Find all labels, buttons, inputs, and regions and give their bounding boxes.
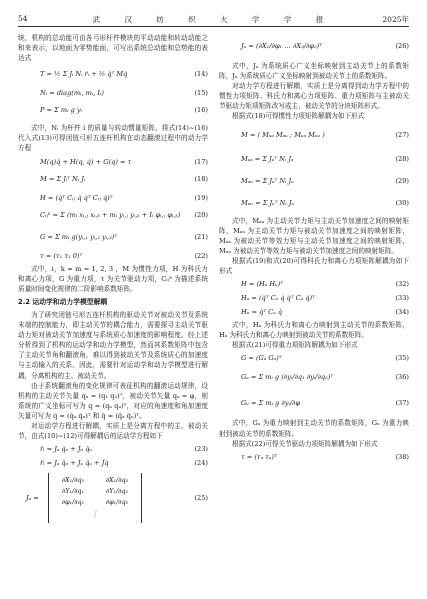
equation-30: Mᵤᵤ = Σ Jᵤᵀ Nᵢ Jᵤ (30) (241, 198, 409, 207)
equation-20: Cᵢⱼᵏ = Σ (mᵢ xᵢ,ⱼ xᵢ,ₖ + mᵢ yᵢ,ⱼ yᵢ,ₖ + Iᵢ φᵢ,ⱼ φᵢ,ₖ) (20) (40, 210, 208, 219)
right-column (219, 33, 409, 465)
paragraph: 为了研究闭链弓形五连杆机构的驱动关节对被动关节及系统末端的控制能力，即主动关节的耦合能力，需要探寻主动关节驱动力矩对被动关节加速度与系统质心加速度的影响程度。经上述分析得到了机构的运动学和动力学模型，然而其系数矩阵中包含了主动关节角和翻滚角，难以得到被动关节及系统质心的加速度与主动输入的关系。因此，需要针对运动学和动力学模型进行解耦，分离机构的主、被动关节。 (18, 310, 208, 380)
equation-24: r̈ᵢ = Jₐ q̈ₐ + Jᵤ q̈ᵤ + J̇q̇ (24) (40, 459, 208, 468)
equation-16: P = Σ mᵢ g yᵢ (16) (40, 106, 208, 115)
paragraph: 式中，Mₐₐ 为主动关节力矩与主动关节加速度之间的映射矩阵，Mₐᵤ 为主动关节力矩与被动关节加速度之间的映射矩阵，Mᵤₐ 为被动关节等效力矩与主动关节加速度之间的映射矩阵，Mᵤᵤ 为被动关节等效力矩与被动关节加速度之间的映射矩阵。 (219, 216, 409, 255)
equation-28: Mₐₐ = Σ Jₐᵀ Nᵢ Jₐ (28) (241, 154, 409, 163)
equation-35: G = (Gₐ Gᵤ)ᵀ (35) (241, 354, 409, 363)
equation-38: τ = (τₐ τᵤ)ᵀ (38) (241, 452, 409, 461)
paragraph: 统，机构的总动能可由各弓形杆件模块的平动动能和转动动能之和来表示，以地面为零势能面，可写出系统总动能和总势能的表达式 (18, 34, 208, 63)
equation-22: τ = (τ₁ τ₂ 0)ᵀ (22) (40, 251, 208, 260)
paragraph: 根据式(21)可得重力项矩阵解耦为如下形式 (232, 341, 358, 350)
equation-17: M(q)q̈ + H(q, q̇) + G(q) = τ (17) (40, 157, 208, 166)
equation-37: Gᵤ = Σ mᵢ g ∂yᵢ/∂φ (37) (241, 399, 409, 408)
paragraph: 根据式(18)可得惯性力项矩阵解耦为如下形式 (232, 112, 365, 121)
paragraph: 对动力学方程进行解耦，实质上是分离得到动力学方程中的惯性力项矩阵、科氏力和离心力项矩阵、重力项矩阵与主被动关节驱动力矩项矩阵改写成主、被动关节的分块矩阵形式。 (219, 82, 409, 111)
equation-21: G = Σ mᵢ g(yᵢ,₁ yᵢ,₂ yᵢ,₃)ᵀ (21) (40, 232, 208, 241)
equation-14: T = ½ Σ Jᵢ Nᵢ ṙᵢ + ½ q̇ᵀ Mq̇ (14) (40, 70, 208, 79)
journal-title: 武 汉 纺 织 大 学 学 报 (92, 15, 335, 24)
paragraph: 对运动学方程进行解耦，实质上是分离方程中的主、被动关节，由式(10)~(12)可得解耦后的运动学方程如下 (18, 421, 208, 441)
paragraph: 由于系统翻滚角的变化规律可表征机构的翻滚运动规律，设机构的主动关节矢量 qₐ = (q₁ q₂)ᵀ，被动关节矢量 qᵤ = φ，则系统的广义坐标可写为 q = (qₐ qᵤ)ᵀ，对应的角速度和角加速度矢量可写为 q̇ = (q̇ₐ q̇ᵤ)ᵀ 和 q̈ = (q̈ₐ q̈ᵤ)ᵀ。 (18, 381, 208, 420)
running-header (18, 12, 409, 27)
equation-26: Jᵤ = (∂X₁/∂φ₁ … ∂X₅/∂φ₅)ᵀ (26) (241, 42, 409, 50)
paragraph: 式中，Hₐ 为科氏力和离心力映射到主动关节的系数矩阵，Hᵤ 为科氏力和离心力映射到被动关节的系数矩阵。 (219, 321, 409, 340)
section-heading: 2.2 运动学和动力学模型解耦 (18, 297, 108, 306)
paragraph: 式中，Jₐ 为系统质心广义坐标映射到主动关节上的系数矩阵，Jᵤ 为系统质心广义坐标映射到被动关节上的系数矩阵。 (219, 62, 409, 81)
paragraph: 根据式(22)可得关节驱动力项矩阵解耦为如下形式 (232, 439, 378, 448)
paragraph: 式中，Nᵢ 为杆件 i 的质量与转动惯量矩阵，将式(14)~(16)代入式(13)可得闭链弓形五连杆机构在动态翻滚过程中的动力学方程 (18, 124, 208, 153)
jacobian-matrix: ∂X₁/∂q₁ ∂X₁/∂q₂ ∂Y₁/∂q₁ ∂Y₁/∂q₂ ∂φ₁/∂q₁ ∂φ₁/∂q₂ ⋮ (48, 473, 142, 523)
left-column (18, 33, 208, 529)
equation-36: Gₐ = Σ mᵢ g (∂yᵢ/∂q₁ ∂yᵢ/∂q₂)ᵀ (36) (241, 373, 409, 382)
equation-19: H = (q̇ᵀ Cᵢⱼ q̇ q̇ᵀ Cᵢⱼ q̇)ᵀ (19) (40, 193, 208, 202)
page-number: 54 (18, 14, 28, 23)
equation-27: M = ( Mₐₐ Mₐᵤ ; Mᵤₐ Mᵤᵤ ) (27) (241, 130, 409, 139)
paragraph: 式中，Gₐ 为重力映射到主动关节的系数矩阵，Gᵤ 为重力映射到被动关节的系数矩阵。 (219, 419, 409, 438)
equation-25: Jₐ = ∂X₁/∂q₁ ∂X₁/∂q₂ ∂Y₁/∂q₁ ∂Y₁/∂q₂ ∂φ₁/∂q₁ ∂φ₁/∂q₂ ⋮ (25) (18, 471, 208, 527)
equation-15: Nᵢ = diag(mᵢ, mᵢ, Iᵢ) (15) (40, 89, 208, 98)
equation-34: Hᵤ = q̇ᵀ Cᵤ q̇ (34) (241, 308, 409, 317)
equation-32: H = (Hₐ Hᵤ)ᵀ (32) (241, 280, 409, 289)
paragraph: 根据式(19)和式(20)可得科氏力和离心力项矩阵解耦为如下形式 (219, 256, 409, 276)
equation-18: M = Σ Jᵢᵀ Nᵢ Jᵢ (18) (40, 174, 208, 183)
equation-33: Hₐ = (q̇ᵀ Cₐ q̇ q̇ᵀ Cₐ q̇)ᵀ (33) (241, 294, 409, 303)
equation-23: ṙᵢ = Jₐ q̇ₐ + Jᵤ q̇ᵤ (23) (40, 445, 208, 454)
equation-29: Mₐᵤ = Σ Jₐᵀ Nᵢ Jᵤ (29) (241, 176, 409, 185)
issue-year: 2025年 (382, 15, 409, 24)
paragraph: 式中，i，k = m = 1, 2, 3 ，M 为惯性力项，H 为科氏力和离心力项，G 为重力项，τ 为关节驱动力项，Cᵢⱼᵏ 为描述系统质量时间变化规律的二阶影响系数矩阵。 (18, 264, 208, 293)
